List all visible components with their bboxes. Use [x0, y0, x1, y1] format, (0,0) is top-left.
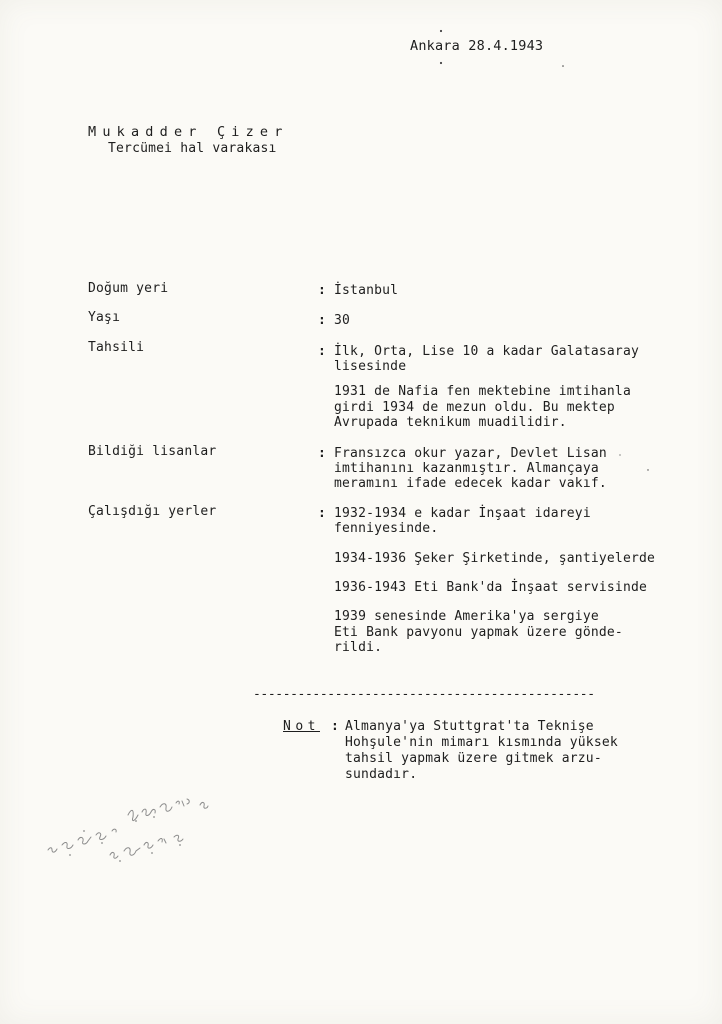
- education-line: 1931 de Nafia fen mektebine imtihanla: [334, 384, 631, 399]
- languages-label: Bildiği lisanlar: [88, 444, 217, 459]
- note-line: sundadır.: [345, 767, 418, 782]
- birthplace-colon: :: [318, 283, 327, 298]
- languages-line: imtihanını kazanmıştır. Almançaya: [334, 461, 599, 476]
- education-label: Tahsili: [88, 340, 145, 355]
- person-name: Mukadder Çizer: [88, 124, 289, 140]
- note-line: Hohşule'nin mimarı kısmında yüksek: [345, 735, 618, 750]
- dashed-separator: ----------------------------------------------: [253, 687, 595, 702]
- note-line: tahsil yapmak üzere gitmek arzu-: [345, 751, 602, 766]
- birthplace-label: Doğum yeri: [88, 281, 169, 296]
- education-line: Avrupada teknikum muadilidir.: [334, 415, 567, 430]
- date-line: Ankara 28.4.1943: [410, 38, 544, 54]
- workplaces-line: 1936-1943 Eti Bank'da İnşaat servisinde: [334, 580, 648, 595]
- note-colon: :: [331, 719, 340, 734]
- education-line: lisesinde: [334, 359, 407, 374]
- education-line: girdi 1934 de mezun oldu. Bu mektep: [334, 400, 615, 415]
- education-colon: :: [318, 344, 327, 359]
- workplaces-line: fenniyesinde.: [334, 521, 439, 536]
- workplaces-line: 1932-1934 e kadar İnşaat idareyi: [334, 506, 591, 521]
- age-colon: :: [318, 313, 327, 328]
- workplaces-line: rildi.: [334, 640, 383, 655]
- note-label: Not: [283, 719, 320, 734]
- note-line: Almanya'ya Stuttgrat'ta Teknişe: [345, 719, 594, 734]
- workplaces-line: 1934-1936 Şeker Şirketinde, şantiyelerde: [334, 551, 656, 566]
- age-value: 30: [334, 313, 351, 328]
- handwritten-annotation: [40, 795, 230, 880]
- workplaces-label: Çalışdığı yerler: [88, 504, 217, 519]
- languages-line: Fransızca okur yazar, Devlet Lisan: [334, 446, 607, 461]
- languages-line: meramını ifade edecek kadar vakıf.: [334, 476, 607, 491]
- birthplace-value: İstanbul: [334, 283, 399, 298]
- workplaces-colon: :: [318, 506, 327, 521]
- workplaces-line: Eti Bank pavyonu yapmak üzere gönde-: [334, 625, 623, 640]
- workplaces-line: 1939 senesinde Amerika'ya sergiye: [334, 609, 599, 624]
- document-subtitle: Tercümei hal varakası: [108, 141, 277, 156]
- education-line: İlk, Orta, Lise 10 a kadar Galatasaray: [334, 344, 640, 359]
- age-label: Yaşı: [88, 310, 121, 325]
- languages-colon: :: [318, 446, 327, 461]
